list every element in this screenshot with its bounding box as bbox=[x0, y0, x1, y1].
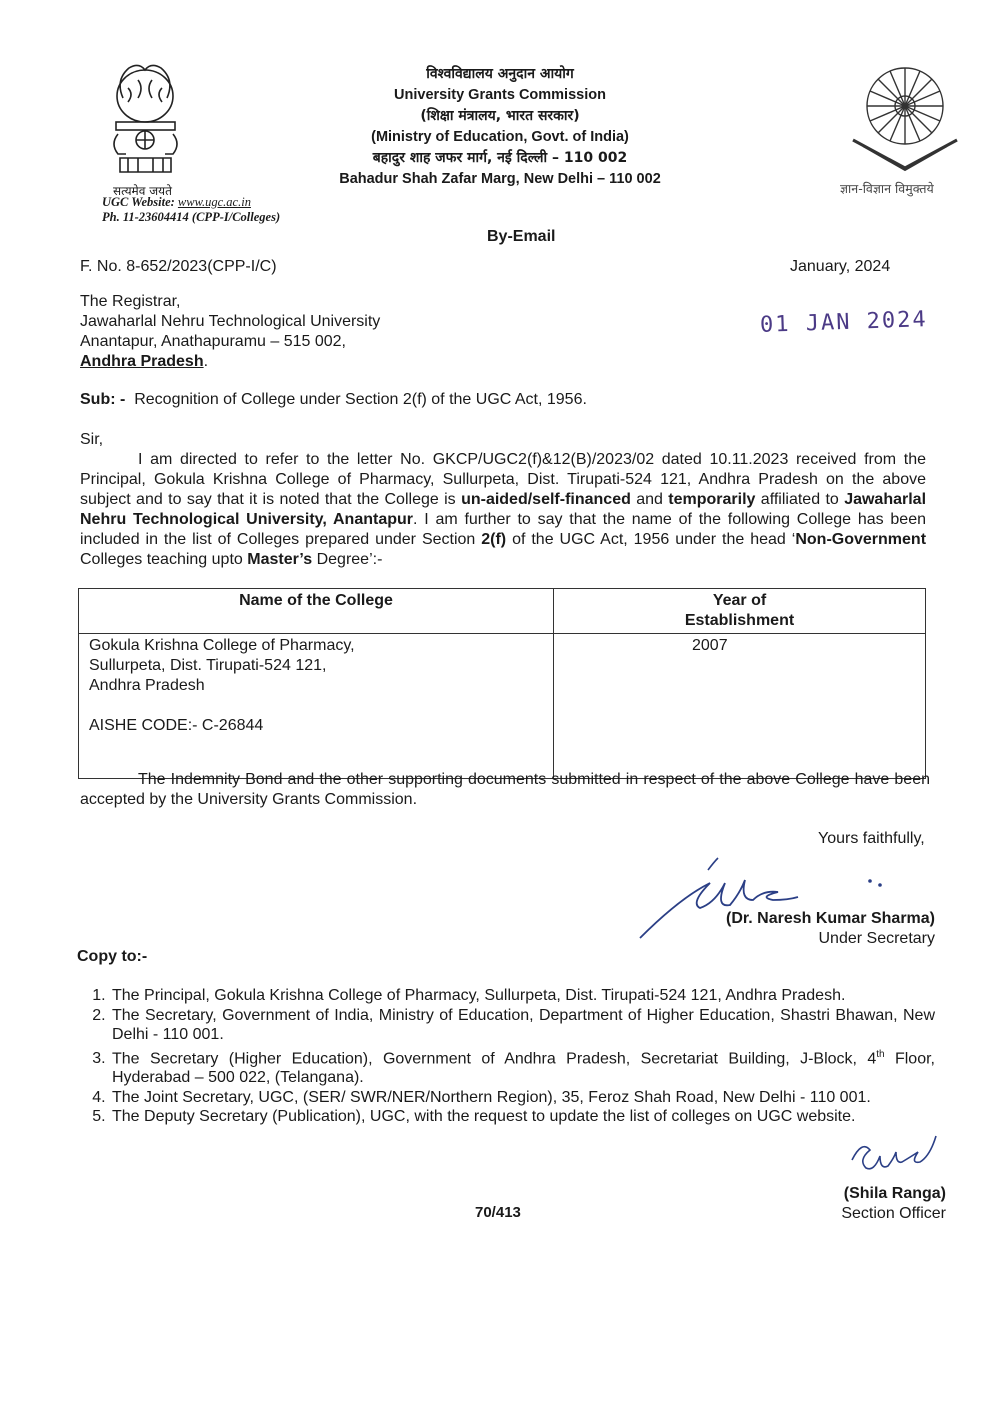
main-paragraph: I am directed to refer to the letter No. GKCP/UGC2(f)&12(B)/2023/02 dated 10.11.2023 received from the Principal, Gokula Krishna College of Pharmacy, Sullurpeta, Dist. Tirupati-524 121, Andhra Pradesh on the above subject and to say that it is noted that the College is un-aided/self-financed and temporarily affiliated to Jawaharlal Nehru Technological University, Anantapur. I am further to say that the name of the following College has been included in the list of Colleges prepared under Section 2(f) of the UGC Act, 1956 under the head ‘Non-Government Colleges teaching upto Master’s Degree’:- bbox=[80, 451, 927, 568]
column-header: Year of Establishment bbox=[554, 589, 926, 634]
subject-text: Recognition of College under Section 2(f) of the UGC Act, 1956. bbox=[134, 391, 587, 408]
signature-shila-ranga bbox=[840, 1130, 950, 1190]
college-name-cell: Gokula Krishna College of Pharmacy, Sullurpeta, Dist. Tirupati-524 121, Andhra Pradesh AISHE CODE:- C-26844 bbox=[79, 634, 554, 779]
table-header-row bbox=[79, 589, 926, 634]
subject-line bbox=[80, 391, 587, 409]
salutation: Sir, bbox=[80, 431, 104, 448]
file-number: F. No. 8-652/2023(CPP-I/C) bbox=[80, 258, 277, 275]
org-name-hindi: विश्वविद्यालय अनुदान आयोग bbox=[426, 66, 574, 82]
ministry-english: (Ministry of Education, Govt. of India) bbox=[371, 129, 629, 145]
letter-body bbox=[80, 430, 926, 570]
org-name-english: University Grants Commission bbox=[394, 87, 606, 103]
emblem-motto: सत्यमेव जयते bbox=[113, 184, 172, 198]
ugc-wheel-logo bbox=[845, 56, 965, 176]
signatory-title: Section Officer bbox=[841, 1205, 946, 1222]
contact-block bbox=[102, 195, 280, 225]
table-row bbox=[79, 634, 926, 779]
page-number: 70/413 bbox=[475, 1204, 521, 1221]
indemnity-paragraph: The Indemnity Bond and the other supporting documents submitted in respect of the above College have been accepted by the University Grants Commission. bbox=[80, 771, 930, 808]
college-table bbox=[78, 588, 926, 779]
signatory-block bbox=[705, 909, 935, 949]
list-item: 3. The Secretary (Higher Education), Government of Andhra Pradesh, Secretariat Building, J-Block, 4th Floor, Hyderabad – 500 022, (Telangana). bbox=[110, 1045, 935, 1088]
list-item: 5. The Deputy Secretary (Publication), UGC, with the request to update the list of colleges on UGC website. bbox=[110, 1107, 935, 1127]
signatory-title: Under Secretary bbox=[818, 930, 935, 947]
recipient-line: Anantapur, Anathapuramu – 515 002, bbox=[80, 333, 346, 350]
address-hindi: बहादुर शाह जफर मार्ग, नई दिल्ली – 110 002 bbox=[372, 150, 628, 166]
list-item: 4. The Joint Secretary, UGC, (SER/ SWR/NER/Northern Region), 35, Feroz Shah Road, New Delhi - 110 001. bbox=[110, 1088, 935, 1108]
received-date-stamp: 01 JAN 2024 bbox=[759, 307, 929, 338]
list-item: 1. The Principal, Gokula Krishna College of Pharmacy, Sullurpeta, Dist. Tirupati-524 121, Andhra Pradesh. bbox=[110, 986, 935, 1006]
website-label: UGC Website: bbox=[102, 195, 175, 209]
recipient-line: The Registrar, bbox=[80, 293, 181, 310]
recipient-line: Jawaharlal Nehru Technological University bbox=[80, 313, 381, 330]
delivery-mode: By-Email bbox=[487, 228, 556, 245]
copy-to-label: Copy to:- bbox=[77, 948, 148, 965]
ministry-hindi: (शिक्षा मंत्रालय, भारत सरकार) bbox=[420, 108, 580, 124]
letterhead bbox=[320, 64, 680, 190]
address-english: Bahadur Shah Zafar Marg, New Delhi – 110 002 bbox=[339, 171, 661, 187]
recipient-address: The Registrar, Jawaharlal Nehru Technological University Anantapur, Anathapuramu – 515 002, Andhra Pradesh. bbox=[80, 293, 381, 370]
subject-label: Sub: - bbox=[80, 391, 126, 408]
copy-list bbox=[80, 986, 935, 1127]
signatory-name: (Dr. Naresh Kumar Sharma) bbox=[726, 910, 935, 927]
phone-number: Ph. 11-23604414 (CPP-I/Colleges) bbox=[102, 210, 281, 224]
ugc-motto: ज्ञान-विज्ञान विमुक्तये bbox=[840, 181, 934, 196]
recipient-state: Andhra Pradesh bbox=[80, 353, 204, 370]
year-cell: 2007 bbox=[554, 634, 926, 779]
list-item: 2. The Secretary, Government of India, Ministry of Education, Department of Higher Education, Shastri Bhawan, New Delhi - 110 001. bbox=[110, 1006, 935, 1045]
aishe-code: AISHE CODE:- C-26844 bbox=[89, 717, 264, 734]
signatory-name: (Shila Ranga) bbox=[843, 1185, 946, 1202]
letter-date: January, 2024 bbox=[790, 258, 891, 275]
closing: Yours faithfully, bbox=[818, 830, 925, 847]
column-header: Name of the College bbox=[79, 589, 554, 634]
national-emblem-logo bbox=[98, 58, 193, 188]
section-officer-block bbox=[800, 1184, 946, 1224]
website-link[interactable]: www.ugc.ac.in bbox=[177, 195, 251, 209]
